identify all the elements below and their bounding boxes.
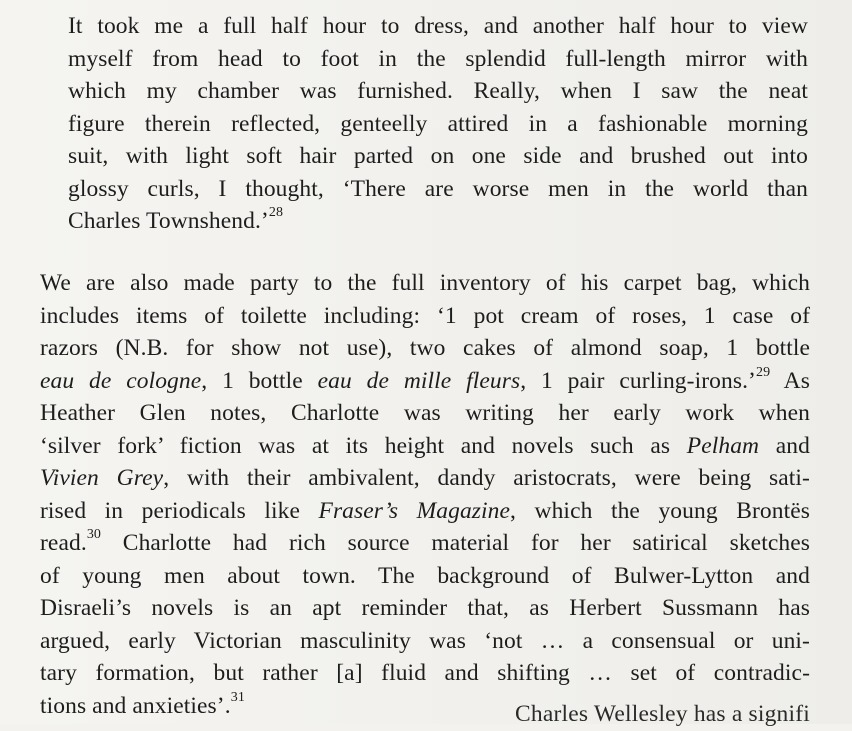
quote-line-last xyxy=(68,205,808,238)
quote-line-text: Charles Townshend.’ xyxy=(68,208,269,234)
quote-line: which my chamber was furnished. Really, when I saw the neat xyxy=(68,78,808,104)
line-text: read. xyxy=(40,530,87,556)
line-text: Charlotte had rich source material for her satirical sketches xyxy=(101,530,810,556)
line-text: , which the young Brontës xyxy=(510,497,810,524)
line-text: rised in periodicals like xyxy=(40,497,319,524)
paragraph-line: We are also made party to the full inventory of his carpet bag, which xyxy=(40,270,810,296)
italic-title: Pelham xyxy=(686,432,760,459)
paragraph-line: Disraeli’s novels is an apt reminder that, as Herbert Sussmann has xyxy=(40,595,810,621)
italic-title: Vivien Grey xyxy=(40,465,164,491)
paragraph-line: includes items of toilette including: ‘1 pot cream of roses, 1 case of xyxy=(40,302,810,329)
quote-line: It took me a full half hour to dress, and another half hour to view xyxy=(68,13,808,39)
line-text: , 1 pair curling-irons.’ xyxy=(520,367,756,394)
paragraph-line: argued, early Victorian masculinity was ‘not … a consensual or uni- xyxy=(40,627,810,654)
line-text: As xyxy=(770,367,811,394)
footnote-ref: 29 xyxy=(755,364,771,380)
paragraph-line: of young men about town. The background of Bulwer-Lytton and xyxy=(40,562,810,589)
quote-line: glossy curls, I thought, ‘There are worse men in the world than xyxy=(68,175,808,202)
quote-line: suit, with light soft hair parted on one side and brushed out into xyxy=(68,143,808,169)
footnote-ref: 28 xyxy=(268,205,284,221)
italic-term: eau de mille fleurs xyxy=(317,367,521,394)
paragraph-line: Heather Glen notes, Charlotte was writing her early work when xyxy=(40,400,810,426)
cut-off-text: Charles Wellesley has a signifi xyxy=(515,701,810,727)
block-quote xyxy=(68,10,808,238)
footnote-ref: 30 xyxy=(86,527,102,543)
line-text: , with their ambivalent, dandy aristocrats, were being sati- xyxy=(163,465,810,491)
body-paragraph xyxy=(40,267,810,722)
paragraph-line xyxy=(40,495,810,528)
paragraph-line xyxy=(40,365,810,398)
paragraph-line xyxy=(40,527,810,560)
footnote-ref: 31 xyxy=(230,689,245,705)
paragraph-line: tary formation, but rather [a] fluid and shifting … set of contradic- xyxy=(40,660,810,686)
italic-title: Fraser’s Magazine xyxy=(318,497,511,524)
italic-term: eau de cologne xyxy=(40,367,202,394)
quote-line: figure therein reflected, genteelly attired in a fashionable morning xyxy=(68,110,808,137)
paragraph-line xyxy=(40,462,810,495)
paragraph-line: razors (N.B. for show not use), two cakes of almond soap, 1 bottle xyxy=(40,335,810,361)
line-text: tions and anxieties’. xyxy=(40,692,231,719)
line-text: ‘silver fork’ fiction was at its height and novels such as xyxy=(40,432,687,459)
line-text: and xyxy=(759,432,810,459)
quote-line: myself from head to foot in the splendid full-length mirror with xyxy=(68,45,808,72)
paragraph-line xyxy=(40,430,810,463)
line-text: , 1 bottle xyxy=(201,367,318,394)
